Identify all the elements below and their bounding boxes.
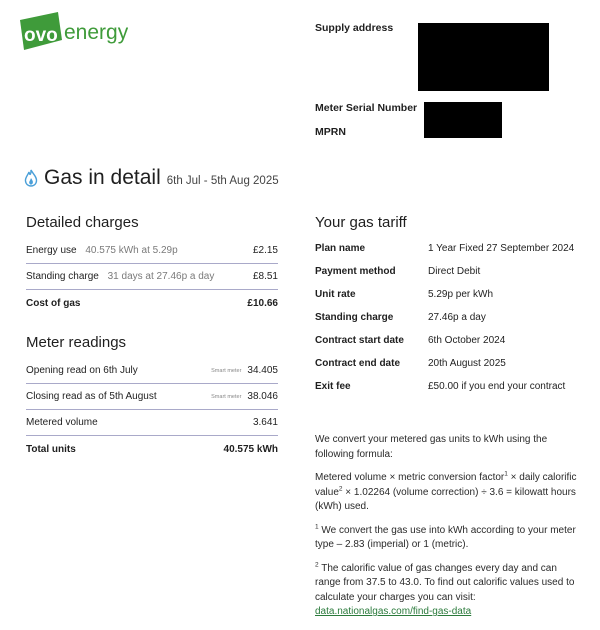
tariff-value: Direct Debit [428,266,481,277]
total-units-label: Total units [26,443,76,455]
conversion-notes [315,433,577,629]
charge-detail: 31 days at 27.46p a day [107,271,215,282]
reading-value: 34.405 [247,365,278,376]
detailed-charges-heading: Detailed charges [26,214,139,231]
footnote-marker-1: 1 [504,470,508,478]
charge-amount: £8.51 [252,271,278,282]
tariff-row-payment-method [315,264,585,279]
total-cost-amount: £10.66 [247,297,278,309]
tariff-label: Contract start date [315,335,404,346]
tariff-label: Plan name [315,243,366,254]
charge-label: Standing charge [26,271,99,282]
charge-amount: £2.15 [252,245,278,256]
detailed-charges-table [26,238,278,316]
formula-part-3: × 1.02264 (volume correction) ÷ 3.6 = kilowatt hours (kWh) used. [315,486,576,512]
footnote-1-marker: 1 [315,523,319,531]
mprn-label: MPRN [315,126,346,138]
charge-label: Energy use [26,245,77,256]
smart-meter-tag: Smart meter [211,367,242,374]
tariff-value: 27.46p a day [428,312,486,323]
tariff-value: 6th October 2024 [428,335,506,346]
tariff-row-contract-end [315,356,585,371]
tariff-row-contract-start [315,333,585,348]
total-cost-label: Cost of gas [26,297,81,309]
formula-part-2: × daily calorific value [315,472,577,498]
reading-label: Metered volume [26,417,98,428]
reading-row-metered-volume [26,410,278,436]
charge-detail: 40.575 kWh at 5.29p [85,245,178,256]
reading-label: Closing read as of 5th August [26,391,157,402]
gas-flame-icon [24,169,38,187]
reading-label: Opening read on 6th July [26,365,138,376]
tariff-label: Contract end date [315,358,401,369]
meter-serial-label: Meter Serial Number [315,102,418,114]
reading-value: 38.046 [247,391,278,402]
reading-value: 3.641 [252,417,278,428]
total-units-value: 40.575 kWh [223,443,278,455]
reading-row-opening [26,358,278,384]
meter-readings-table [26,358,278,462]
national-gas-data-link[interactable]: data.nationalgas.com/find-gas-data [315,606,472,617]
reading-row-total [26,436,278,462]
tariff-label: Payment method [315,266,396,277]
supply-address-redacted [418,23,549,91]
footnote-1-text: We convert the gas use into kWh according to your meter type – 2.83 (imperial) or 1 (metric). [315,524,576,550]
footnote-2 [315,562,577,620]
reading-row-closing [26,384,278,410]
footnote-2-marker: 2 [315,561,319,569]
tariff-value: 20th August 2025 [428,358,506,369]
tariff-row-exit-fee [315,379,585,394]
tariff-row-plan-name [315,241,585,256]
smart-meter-tag: Smart meter [211,393,242,400]
billing-period: 6th Jul - 5th Aug 2025 [166,175,279,187]
footnote-2-text: The calorific value of gas changes every day and can range from 37.5 to 43.0. To find out calorific values used to calculate your charges you can visit: [315,562,575,603]
svg-text:ovo: ovo [24,25,58,46]
gas-tariff-table [315,241,585,402]
tariff-value: 1 Year Fixed 27 September 2024 [428,243,575,254]
conversion-formula [315,471,577,515]
tariff-label: Exit fee [315,381,351,392]
tariff-value: £50.00 if you end your contract [428,381,566,392]
gas-tariff-heading: Your gas tariff [315,214,407,231]
tariff-row-unit-rate [315,287,585,302]
tariff-label: Unit rate [315,289,356,300]
meter-readings-heading: Meter readings [26,334,127,351]
formula-part-1: Metered volume × metric conversion factor [315,472,505,483]
tariff-value: 5.29p per kWh [428,289,494,300]
ovo-logo-mark [20,12,62,50]
conversion-intro: We convert your metered gas units to kWh using the following formula: [315,434,548,460]
charge-row-energy-use [26,238,278,264]
footnote-marker-2: 2 [338,485,343,493]
ovo-energy-logo [18,10,128,52]
logo-wordmark: energy [64,21,128,44]
supply-address-label: Supply address [315,22,394,34]
footnote-1 [315,524,577,553]
tariff-row-standing-charge [315,310,585,325]
charge-row-standing-charge [26,264,278,290]
meter-details-redacted [424,102,502,138]
page-title-row [24,166,279,190]
page-title: Gas in detail [44,166,161,189]
tariff-label: Standing charge [315,312,394,323]
charge-row-total [26,290,278,316]
